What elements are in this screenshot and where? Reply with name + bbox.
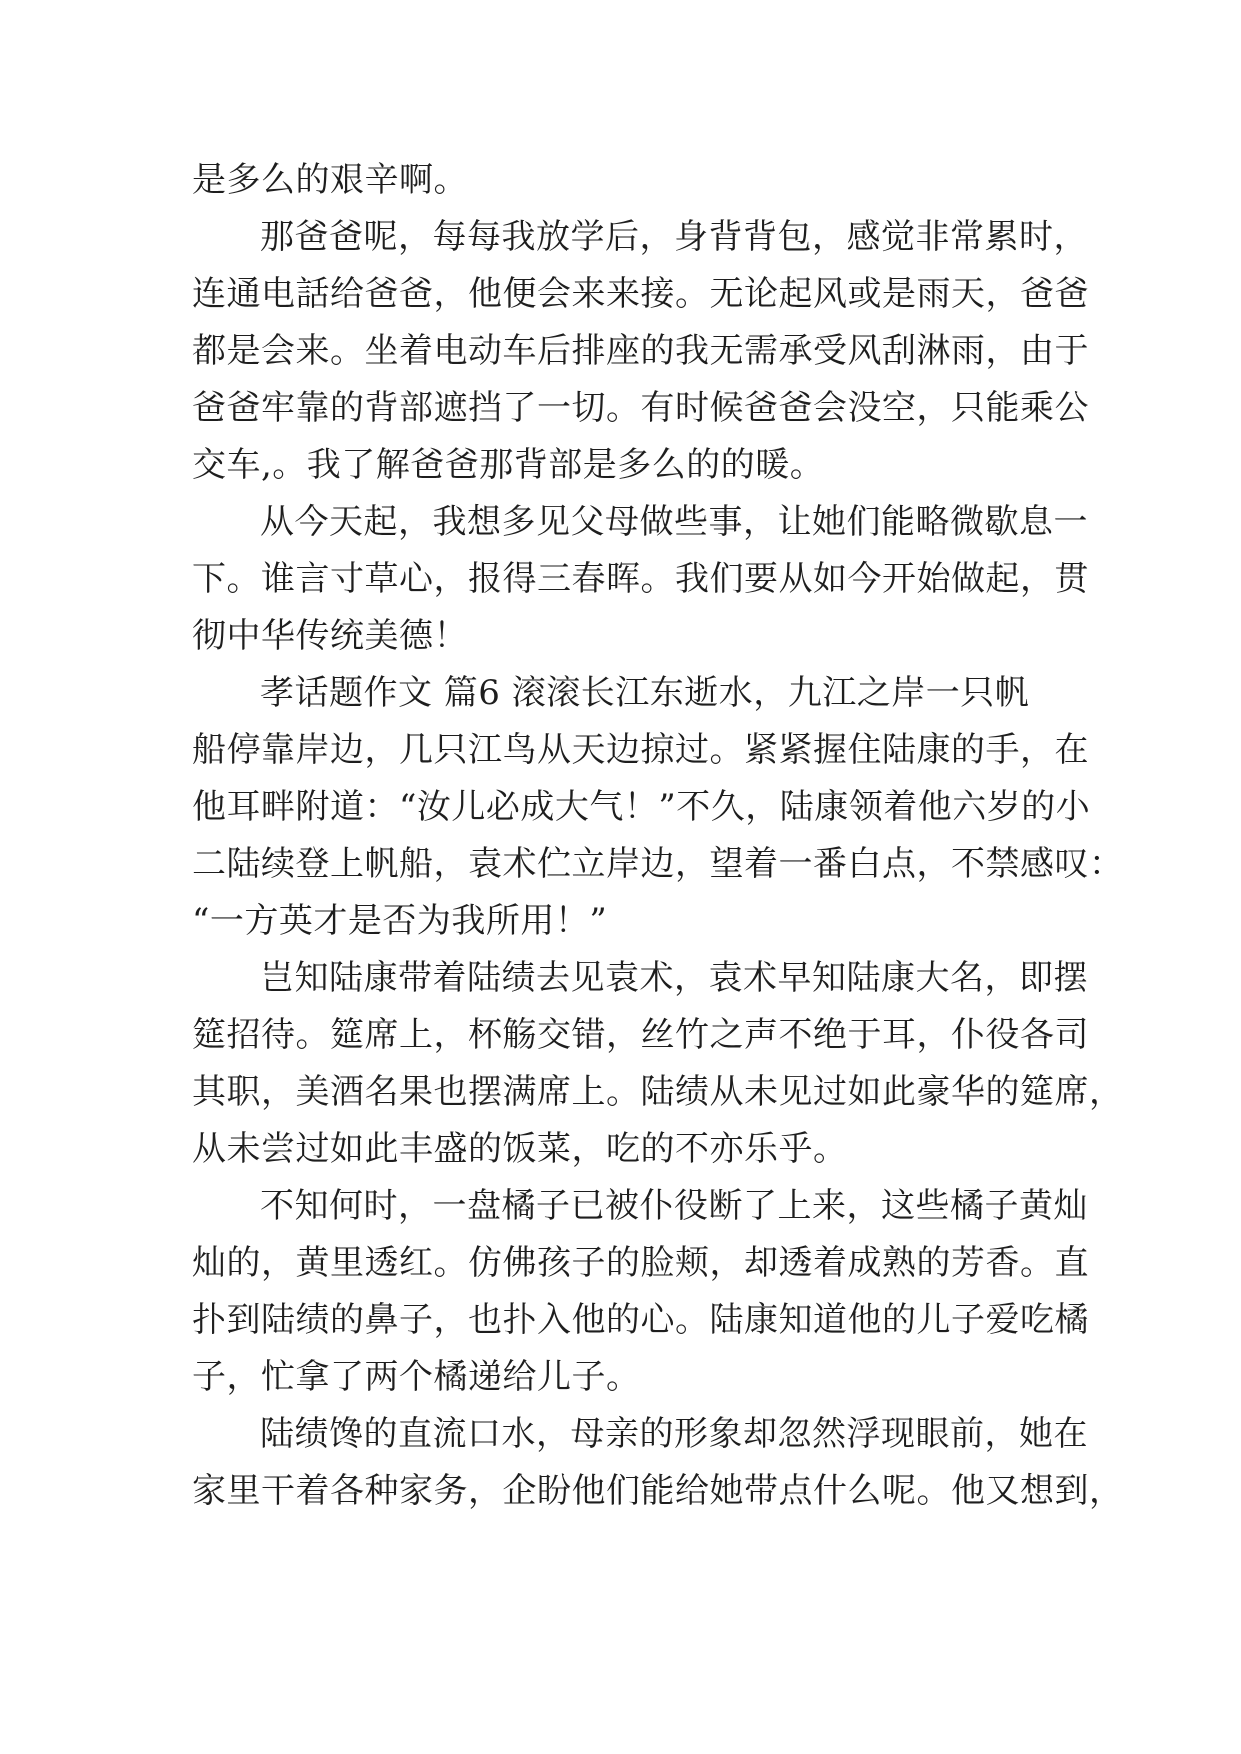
text-line: 其职，美酒名果也摆满席上。陆绩从未见过如此豪华的筵席， bbox=[192, 1072, 1124, 1112]
text-line: 交车,。我了解爸爸那背部是多么的的暖。 bbox=[192, 445, 825, 485]
text-line: 彻中华传统美德！ bbox=[192, 616, 468, 656]
text-line: 下。谁言寸草心，报得三春晖。我们要从如今开始做起，贯 bbox=[192, 559, 1089, 599]
text-line: 扑到陆绩的鼻子，也扑入他的心。陆康知道他的儿子爱吃橘 bbox=[192, 1300, 1089, 1340]
text-line: 不知何时，一盘橘子已被仆役断了上来，这些橘子黄灿 bbox=[260, 1186, 1088, 1226]
text-line: 岂知陆康带着陆绩去见袁术，袁术早知陆康大名，即摆 bbox=[260, 958, 1088, 998]
text-line: 子，忙拿了两个橘递给儿子。 bbox=[192, 1357, 641, 1397]
text-line: 从今天起，我想多见父母做些事，让她们能略微歇息一 bbox=[260, 502, 1088, 542]
text-line: 他耳畔附道：“汝儿必成大气！”不久，陆康领着他六岁的小 bbox=[192, 787, 1091, 827]
text-line: 从未尝过如此丰盛的饭菜，吃的不亦乐乎。 bbox=[192, 1129, 848, 1169]
text-line: 二陆续登上帆船，袁术伫立岸边，望着一番白点，不禁感叹： bbox=[192, 844, 1124, 884]
text-line: 家里干着各种家务，企盼他们能给她带点什么呢。他又想到， bbox=[192, 1471, 1124, 1511]
text-line: “一方英才是否为我所用！” bbox=[192, 901, 608, 941]
text-line: 筵招待。筵席上，杯觞交错，丝竹之声不绝于耳，仆役各司 bbox=[192, 1015, 1089, 1055]
text-line: 船停靠岸边，几只江鸟从天边掠过。紧紧握住陆康的手，在 bbox=[192, 730, 1089, 770]
section-heading-line: 孝话题作文 篇6 滚滚长江东逝水，九江之岸一只帆 bbox=[260, 673, 1030, 713]
text-line: 陆绩馋的直流口水，母亲的形象却忽然浮现眼前，她在 bbox=[260, 1414, 1088, 1454]
text-line: 灿的，黄里透红。仿佛孩子的脸颊，却透着成熟的芳香。直 bbox=[192, 1243, 1089, 1283]
text-line: 连通电話给爸爸，他便会来来接。无论起风或是雨天，爸爸 bbox=[192, 274, 1089, 314]
text-line: 是多么的艰辛啊。 bbox=[192, 160, 468, 200]
text-line: 爸爸牢靠的背部遮挡了一切。有时候爸爸会没空，只能乘公 bbox=[192, 388, 1089, 428]
text-line: 都是会来。坐着电动车后排座的我无需承受风刮淋雨，由于 bbox=[192, 331, 1089, 371]
text-line: 那爸爸呢，每每我放学后，身背背包，感觉非常累时， bbox=[260, 217, 1088, 257]
